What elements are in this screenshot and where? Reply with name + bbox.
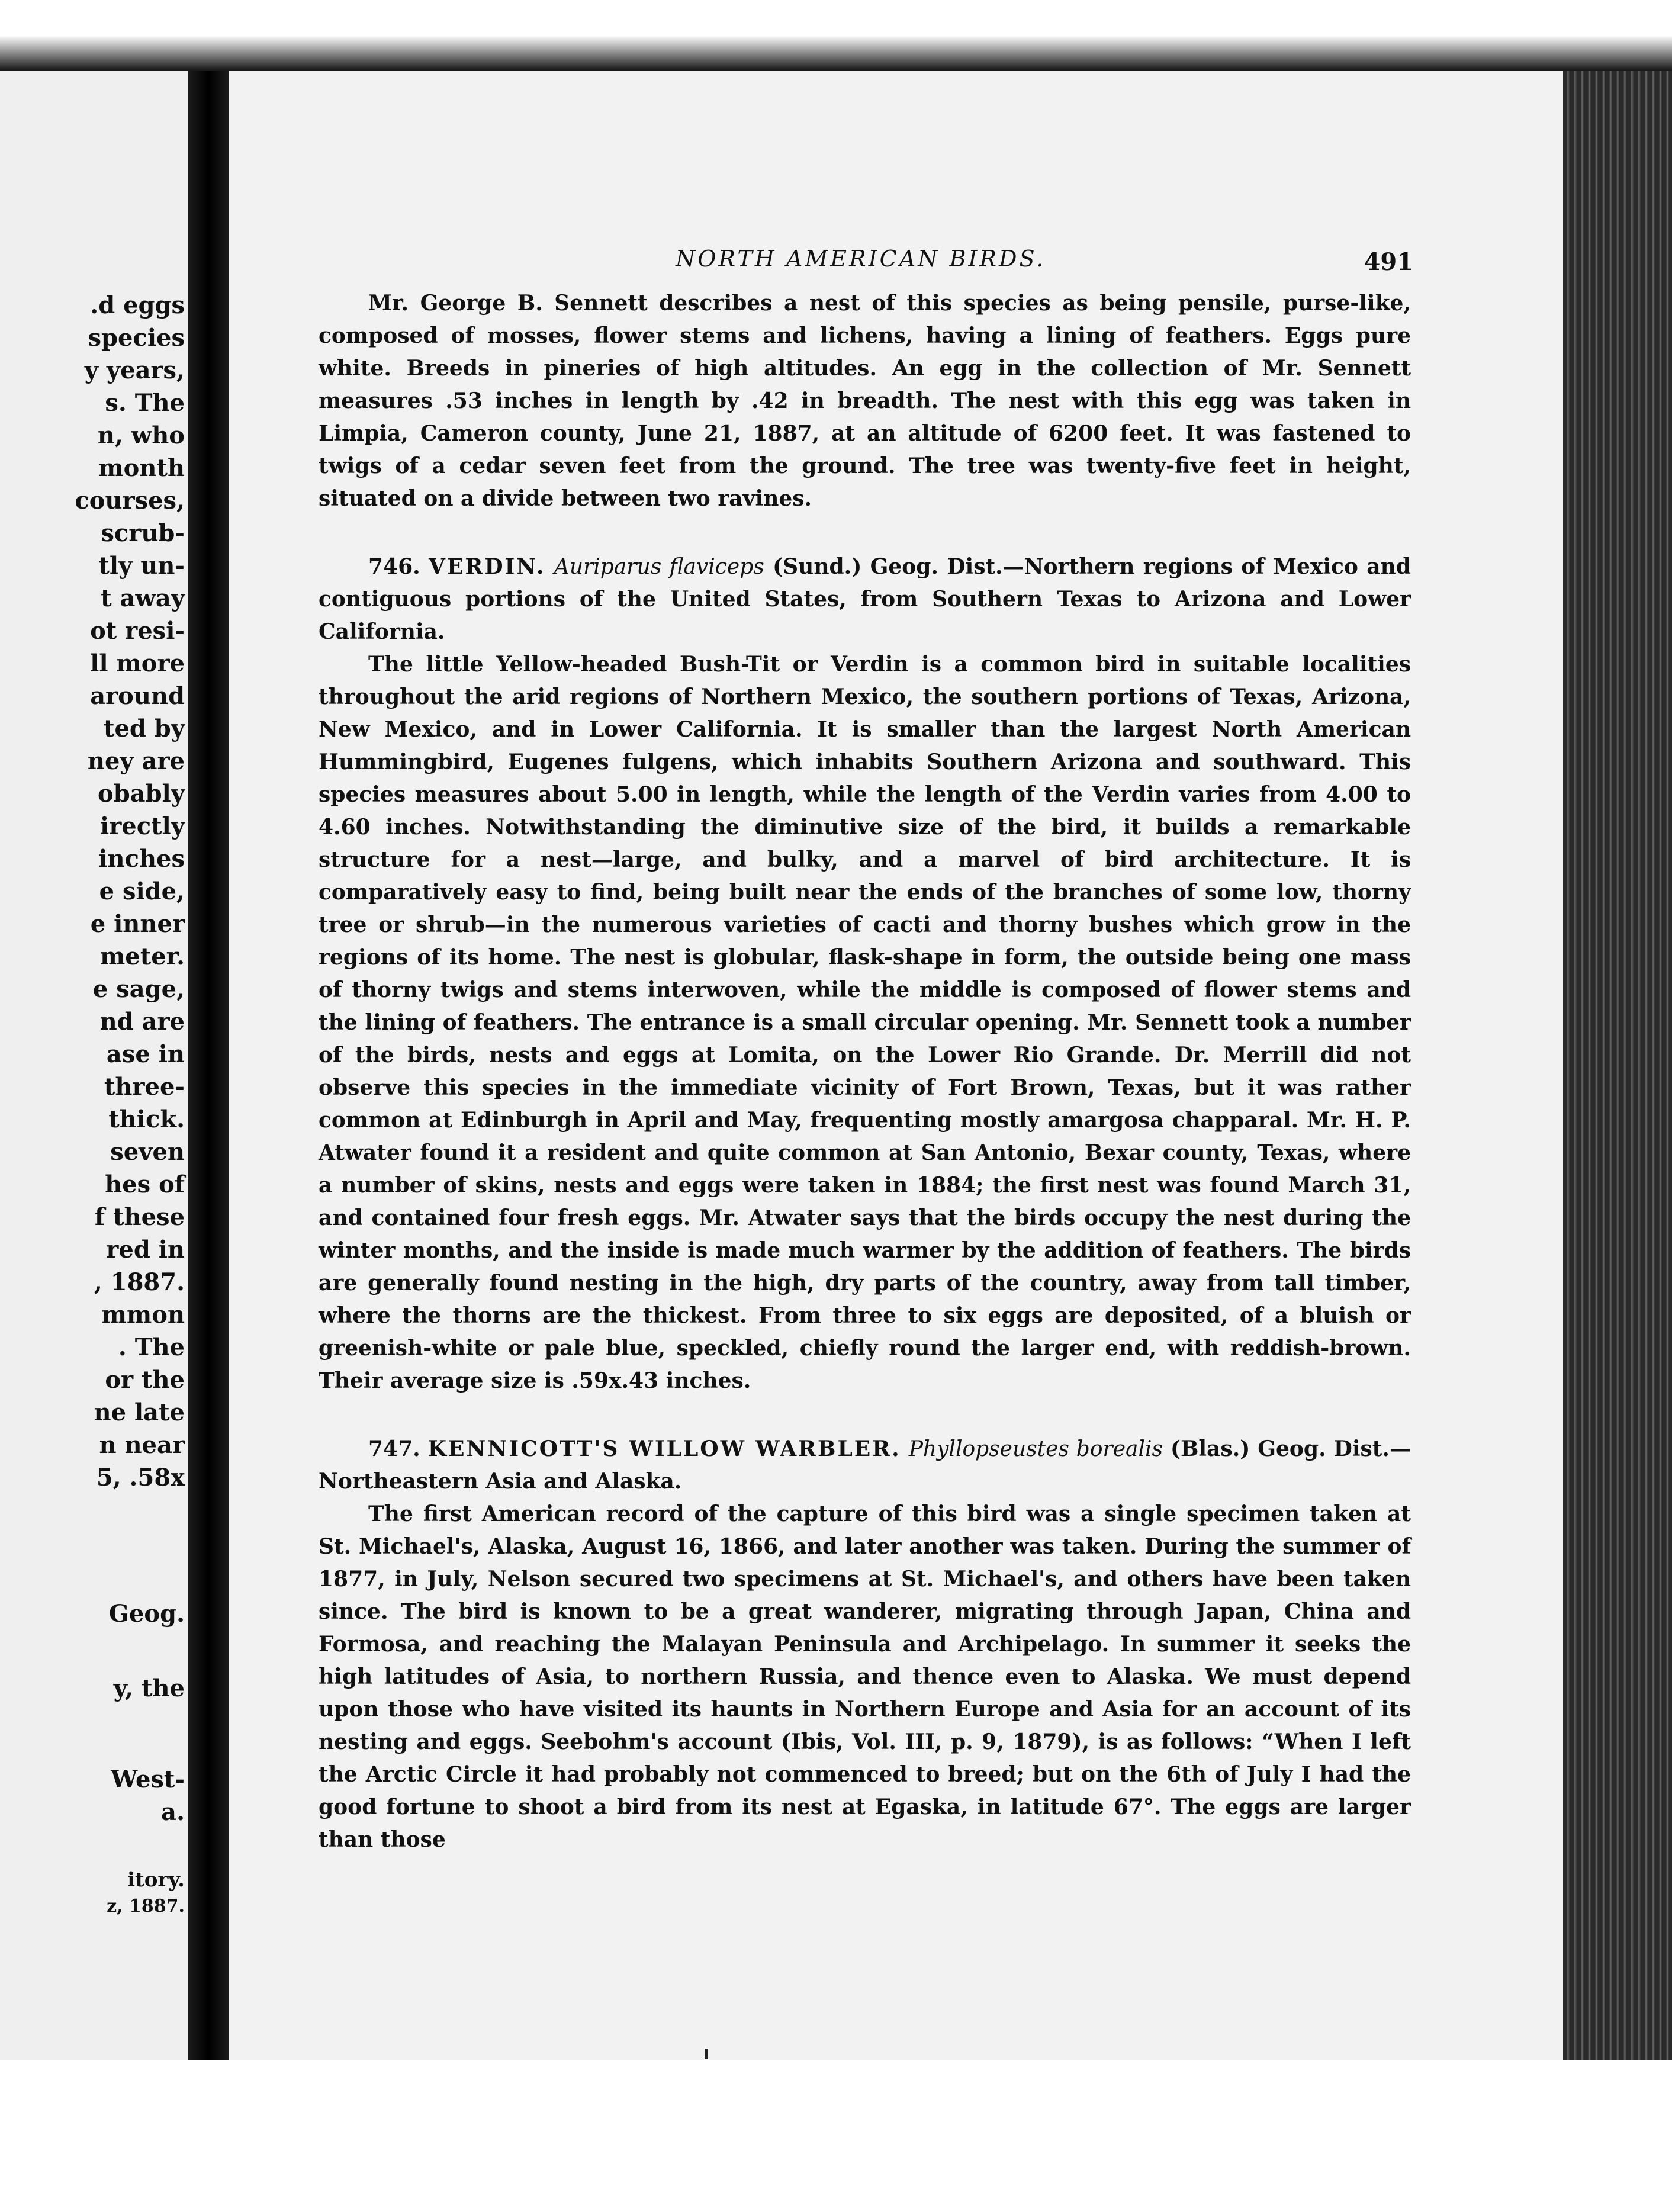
scan-speck	[705, 2049, 708, 2059]
species-entry-746	[319, 551, 1411, 1397]
opening-paragraph: Mr. George B. Sennett describes a nest of this species as being pensile, purse-like, composed of mosses, flower stems and lichens, having a lining of feathers. Eggs pure white. Breeds in pineries of high altitudes. An egg in the collection of Mr. Sennett measures .53 inches in length by .42 in breadth. The nest with this egg was taken in Limpia, Cameron county, June 21, 1887, at an altitude of 6200 feet. It was fastened to twigs of a cedar seven feet from the ground. The tree was twenty-five feet in height, situated on a divide between two ravines.	[319, 291, 1411, 511]
left-margin-line: inches	[98, 845, 185, 873]
left-margin-line: e side,	[99, 877, 185, 905]
page-stack-edge	[1563, 71, 1672, 2060]
entry-heading	[319, 1433, 1411, 1498]
left-margin-line: e inner	[90, 910, 185, 938]
left-margin-line: a.	[161, 1798, 185, 1826]
left-margin-line: . The	[118, 1333, 185, 1361]
entry-authority: (Sund.)	[773, 554, 862, 579]
left-margin-line: around	[90, 682, 185, 710]
left-margin-line: West-	[111, 1766, 185, 1793]
entry-common-name: KENNICOTT'S WILLOW WARBLER.	[427, 1436, 901, 1461]
left-margin-line: hes of	[105, 1171, 185, 1198]
running-head-title: NORTH AMERICAN BIRDS.	[676, 246, 1046, 272]
left-margin-line: n, who	[97, 422, 185, 449]
left-margin-line: ll more	[90, 650, 185, 677]
left-margin-line: obably	[98, 780, 185, 808]
left-margin-line: ne late	[94, 1398, 185, 1426]
left-margin-line: t away	[101, 584, 185, 612]
left-margin-line: f these	[94, 1203, 185, 1231]
left-margin-line: red in	[106, 1236, 185, 1263]
left-margin-line: z, 1887.	[107, 1896, 185, 1917]
entry-paragraph: The first American record of the capture of this bird was a single specimen taken at St. Michael's, Alaska, August 16, 1866, and later another was taken. During the summer of 1877, in July, Nelson secured two specimens at St. Michael's, and others have been taken since. The bird is known to be a great wanderer, migrating through Japan, China and Formosa, and reaching the Malayan Peninsula and Archipelago. In summer it seeks the high latitudes of Asia, to northern Russia, and thence even to Alaska. We must depend upon those who have visited its haunts in Northern Europe and Asia for an account of its nesting and eggs. Seebohm's account (Ibis, Vol. III, p. 9, 1879), is as follows: “When I left the Arctic Circle it had probably not commenced to breed; but on the 6th of July I had the good fortune to shoot a bird from its nest at Egaska, in latitude 67°. The eggs are larger than those	[319, 1502, 1411, 1852]
left-margin-line: e sage,	[92, 975, 185, 1003]
left-margin-line: , 1887.	[94, 1268, 185, 1296]
scanner-top-shadow	[0, 0, 1672, 77]
left-margin-line: ot resi-	[90, 617, 185, 645]
left-margin-line: courses,	[75, 487, 185, 515]
left-margin-line: y, the	[113, 1674, 185, 1702]
left-margin-line: thick.	[108, 1105, 185, 1133]
left-page-fragment	[0, 71, 188, 2060]
left-margin-line: .d eggs	[90, 291, 185, 319]
left-margin-line: meter.	[99, 943, 185, 970]
left-margin-line: 5, .58x	[96, 1464, 185, 1491]
left-margin-line: Geog.	[108, 1600, 185, 1628]
entry-paragraph: The little Yellow-headed Bush-Tit or Verdin is a common bird in suitable localities throughout the arid regions of Northern Mexico, the southern portions of Texas, Arizona, New Mexico, and in Lower California. It is smaller than the largest North American Hummingbird, Eugenes fulgens, which inhabits Southern Arizona and southward. This species measures about 5.00 in length, while the length of the Verdin varies from 4.00 to 4.60 inches. Notwithstanding the diminutive size of the bird, it builds a remarkable structure for a nest—large, and bulky, and a marvel of bird architecture. It is comparatively easy to find, being built near the ends of the branches of some low, thorny tree or shrub—in the numerous varieties of cacti and thorny bushes which grow in the regions of its home. The nest is globular, flask-shape in form, the outside being one mass of thorny twigs and stems interwoven, while the middle is composed of flower stems and the lining of feathers. The entrance is a small circular opening. Mr. Sennett took a number of the birds, nests and eggs at Lomita, on the Lower Rio Grande. Dr. Merrill did not observe this species in the immediate vicinity of Fort Brown, Texas, but it was rather common at Edinburgh in April and May, frequenting mostly amargosa chapparal. Mr. H. P. Atwater found it a resident and quite common at San Antonio, Bexar county, Texas, where a number of skins, nests and eggs were taken in 1884; the first nest was found March 31, and contained four fresh eggs. Mr. Atwater says that the birds occupy the nest during the winter months, and the inside is made much warmer by the addition of feathers. The birds are generally found nesting in the high, dry parts of the country, away from tall timber, where the thorns are the thickest. From three to six eggs are deposited, of a bluish or greenish-white or pale blue, speckled, chiefly round the larger end, with reddish-brown. Their average size is .59x.43 inches.	[319, 652, 1411, 1393]
left-margin-line: tly un-	[98, 552, 185, 580]
book-gutter	[188, 71, 229, 2060]
left-margin-line: seven	[110, 1138, 185, 1166]
entry-scientific-name: Auriparus flaviceps	[554, 555, 764, 579]
entry-authority: (Blas.)	[1170, 1436, 1250, 1461]
left-margin-line: scrub-	[101, 519, 185, 547]
left-margin-line: or the	[105, 1366, 185, 1394]
entry-distribution: Geog. Dist.—Northeastern Asia and Alaska.	[319, 1436, 1411, 1494]
left-margin-line: ase in	[106, 1040, 185, 1068]
left-margin-line: itory.	[127, 1868, 185, 1892]
entry-common-name: VERDIN.	[429, 554, 546, 579]
left-margin-line: nd are	[99, 1008, 185, 1036]
left-margin-line: mmon	[101, 1301, 185, 1329]
page-content	[319, 246, 1411, 1856]
left-margin-line: n near	[99, 1431, 185, 1459]
entry-distribution: Geog. Dist.—Northern regions of Mexico and contiguous portions of the United States, from Southern Texas to Arizona and Lower California.	[319, 554, 1411, 644]
left-margin-line: irectly	[100, 812, 185, 840]
entry-number: 746.	[368, 554, 420, 579]
entry-scientific-name: Phyllopseustes borealis	[908, 1437, 1163, 1461]
left-margin-line: ney are	[87, 747, 185, 775]
left-margin-line: three-	[104, 1073, 185, 1101]
scanner-bottom-margin	[0, 2060, 1672, 2212]
left-margin-line: y years,	[84, 356, 185, 384]
left-margin-line: ted by	[103, 715, 185, 742]
page-number: 491	[1364, 248, 1413, 276]
left-margin-line: s. The	[105, 389, 185, 417]
entry-heading	[319, 551, 1411, 648]
left-margin-line: month	[98, 454, 185, 482]
left-margin-line: species	[88, 324, 185, 352]
running-head	[319, 246, 1411, 281]
entry-number: 747.	[368, 1436, 420, 1461]
species-entry-747	[319, 1433, 1411, 1856]
